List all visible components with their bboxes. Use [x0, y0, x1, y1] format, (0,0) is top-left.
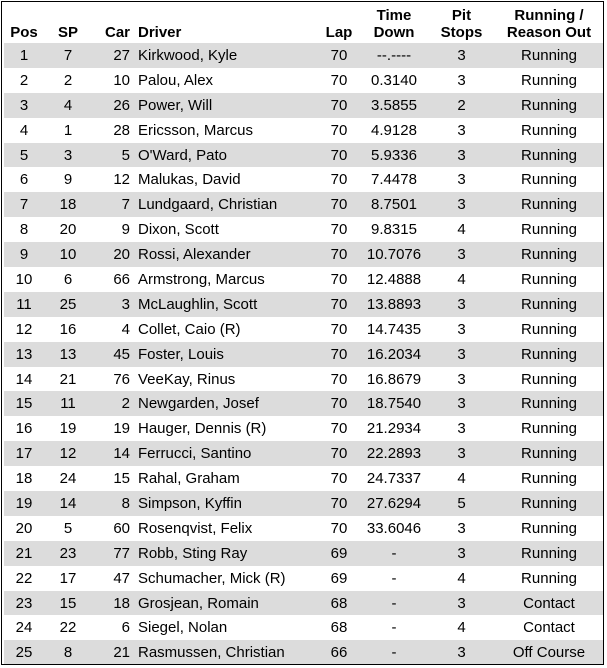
cell-pit-stops: 3 [429, 43, 494, 68]
cell-lap: 70 [319, 491, 359, 516]
cell-car: 7 [92, 192, 134, 217]
cell-time-down: --.---- [359, 43, 429, 68]
cell-pit-stops: 4 [457, 619, 466, 637]
cell-pit-stops: 3 [429, 391, 494, 416]
cell-driver: McLaughlin, Scott [134, 292, 319, 317]
cell-lap: 70 [330, 221, 348, 239]
cell-sp: 24 [59, 470, 77, 488]
cell-car: 15 [113, 470, 130, 488]
cell-pit-stops: 3 [429, 292, 494, 317]
cell-sp: 15 [44, 591, 92, 616]
table-row [4, 466, 604, 491]
cell-car: 12 [113, 171, 130, 189]
header-status: Running / Reason Out [506, 7, 592, 41]
table-row [4, 93, 604, 118]
cell-status: Running [521, 171, 577, 189]
cell-driver: Dixon, Scott [138, 221, 219, 239]
cell-pos: 5 [4, 143, 44, 168]
cell-lap: 69 [330, 569, 348, 587]
cell-car: 10 [113, 71, 130, 89]
cell-time-down: 7.4478 [371, 171, 417, 189]
cell-pos: 23 [4, 591, 44, 616]
header-car: Car [104, 24, 130, 41]
table-row [4, 317, 604, 342]
results-table-frame [1, 1, 604, 665]
cell-sp: 1 [63, 121, 73, 139]
cell-pos: 18 [15, 470, 33, 488]
cell-pit-stops: 3 [429, 441, 494, 466]
cell-pos: 3 [4, 93, 44, 118]
cell-lap: 70 [319, 192, 359, 217]
cell-time-down: 3.5855 [359, 93, 429, 118]
cell-car: 14 [92, 441, 134, 466]
cell-pos: 8 [19, 221, 29, 239]
cell-pit-stops: 3 [457, 320, 466, 338]
cell-sp: 8 [44, 640, 92, 665]
cell-driver: Rosenqvist, Felix [138, 519, 253, 537]
cell-sp: 12 [44, 441, 92, 466]
cell-pit-stops: 2 [429, 93, 494, 118]
table-row [4, 391, 604, 416]
header-driver: Driver [138, 24, 182, 41]
cell-pos: 10 [15, 270, 33, 288]
cell-lap: 70 [330, 171, 348, 189]
cell-sp: 22 [59, 619, 77, 637]
cell-pos: 2 [19, 71, 29, 89]
cell-pit-stops: 3 [429, 143, 494, 168]
cell-status: Running [494, 43, 604, 68]
cell-lap: 70 [330, 519, 348, 537]
table-row [4, 566, 604, 591]
cell-pit-stops: 5 [429, 491, 494, 516]
cell-car: 3 [92, 292, 134, 317]
cell-sp: 21 [59, 370, 77, 388]
cell-lap: 70 [319, 292, 359, 317]
table-body [4, 43, 604, 665]
cell-car: 77 [92, 541, 134, 566]
cell-sp: 16 [59, 320, 77, 338]
cell-pos: 9 [4, 242, 44, 267]
cell-time-down: 9.8315 [371, 221, 417, 239]
cell-pos: 14 [15, 370, 33, 388]
table-row [4, 242, 604, 267]
cell-lap: 70 [330, 470, 348, 488]
cell-driver: VeeKay, Rinus [138, 370, 236, 388]
cell-status: Running [494, 93, 604, 118]
cell-status: Running [494, 491, 604, 516]
cell-time-down: 24.7337 [366, 470, 422, 488]
cell-lap: 70 [319, 93, 359, 118]
cell-pit-stops: 3 [429, 242, 494, 267]
cell-status: Running [521, 221, 577, 239]
cell-driver: Simpson, Kyffin [134, 491, 319, 516]
cell-car: 4 [121, 320, 130, 338]
cell-car: 76 [113, 370, 130, 388]
cell-car: 47 [113, 569, 130, 587]
cell-time-down: 18.7540 [359, 391, 429, 416]
table-row [4, 143, 604, 168]
table-row [4, 491, 604, 516]
cell-time-down: 33.6046 [366, 519, 422, 537]
cell-sp: 13 [44, 342, 92, 367]
cell-pit-stops: 4 [457, 470, 466, 488]
cell-time-down: 5.9336 [359, 143, 429, 168]
cell-time-down: 22.2893 [359, 441, 429, 466]
cell-status: Running [494, 541, 604, 566]
cell-time-down: 27.6294 [359, 491, 429, 516]
cell-sp: 3 [44, 143, 92, 168]
cell-time-down: 4.9128 [371, 121, 417, 139]
table-row [4, 43, 604, 68]
cell-lap: 70 [319, 43, 359, 68]
cell-pit-stops: 3 [457, 370, 466, 388]
cell-car: 2 [92, 391, 134, 416]
cell-car: 45 [92, 342, 134, 367]
cell-pos: 13 [4, 342, 44, 367]
cell-lap: 70 [330, 121, 348, 139]
table-header [4, 3, 604, 43]
cell-pit-stops: 3 [457, 519, 466, 537]
cell-time-down: - [359, 541, 429, 566]
cell-car: 20 [92, 242, 134, 267]
cell-pos: 17 [4, 441, 44, 466]
cell-sp: 23 [44, 541, 92, 566]
cell-status: Running [494, 192, 604, 217]
table-row [4, 541, 604, 566]
cell-driver: Lundgaard, Christian [134, 192, 319, 217]
cell-driver: Collet, Caio (R) [138, 320, 241, 338]
cell-pit-stops: 3 [457, 420, 466, 438]
cell-status: Contact [523, 619, 575, 637]
cell-driver: O'Ward, Pato [134, 143, 319, 168]
cell-pit-stops: 3 [429, 192, 494, 217]
table-row [4, 217, 604, 242]
cell-pos: 12 [15, 320, 33, 338]
cell-car: 60 [113, 519, 130, 537]
cell-driver: Armstrong, Marcus [138, 270, 265, 288]
cell-car: 21 [92, 640, 134, 665]
cell-pos: 20 [15, 519, 33, 537]
cell-lap: 70 [319, 242, 359, 267]
cell-status: Running [521, 519, 577, 537]
cell-lap: 70 [330, 320, 348, 338]
cell-pos: 24 [15, 619, 33, 637]
cell-pit-stops: 3 [429, 640, 494, 665]
cell-time-down: - [359, 640, 429, 665]
cell-pos: 21 [4, 541, 44, 566]
cell-pit-stops: 3 [429, 591, 494, 616]
table-row [4, 167, 604, 192]
cell-car: 6 [121, 619, 130, 637]
cell-lap: 70 [330, 270, 348, 288]
cell-sp: 17 [59, 569, 77, 587]
cell-pos: 6 [19, 171, 29, 189]
cell-lap: 70 [319, 391, 359, 416]
cell-status: Running [494, 292, 604, 317]
cell-driver: Grosjean, Romain [134, 591, 319, 616]
cell-status: Running [521, 569, 577, 587]
cell-time-down: - [391, 619, 397, 637]
cell-driver: Power, Will [134, 93, 319, 118]
cell-car: 19 [113, 420, 130, 438]
cell-car: 8 [92, 491, 134, 516]
cell-sp: 20 [59, 221, 77, 239]
cell-sp: 4 [44, 93, 92, 118]
table-row [4, 615, 604, 640]
cell-lap: 70 [330, 370, 348, 388]
cell-status: Running [521, 270, 577, 288]
header-pit-stops: Pit Stops [440, 7, 483, 41]
cell-sp: 2 [63, 71, 73, 89]
cell-pos: 7 [4, 192, 44, 217]
cell-time-down: - [391, 569, 397, 587]
cell-pit-stops: 3 [457, 171, 466, 189]
cell-pos: 19 [4, 491, 44, 516]
cell-pos: 1 [4, 43, 44, 68]
cell-lap: 70 [319, 441, 359, 466]
cell-driver: Ferrucci, Santino [134, 441, 319, 466]
table-row [4, 192, 604, 217]
table-row [4, 68, 604, 93]
cell-sp: 7 [44, 43, 92, 68]
table-row [4, 118, 604, 143]
cell-status: Running [521, 71, 577, 89]
cell-lap: 69 [319, 541, 359, 566]
cell-status: Running [494, 391, 604, 416]
cell-car: 27 [92, 43, 134, 68]
cell-status: Running [494, 242, 604, 267]
cell-status: Running [494, 441, 604, 466]
cell-pos: 15 [4, 391, 44, 416]
cell-car: 9 [121, 221, 130, 239]
cell-driver: Foster, Louis [134, 342, 319, 367]
cell-pos: 4 [19, 121, 29, 139]
table-row [4, 441, 604, 466]
cell-driver: Palou, Alex [138, 71, 214, 89]
cell-time-down: 10.7076 [359, 242, 429, 267]
race-results-table [4, 3, 604, 665]
cell-time-down: 13.8893 [359, 292, 429, 317]
cell-driver: Schumacher, Mick (R) [138, 569, 286, 587]
cell-driver: Hauger, Dennis (R) [138, 420, 267, 438]
cell-car: 66 [113, 270, 130, 288]
cell-pit-stops: 3 [429, 342, 494, 367]
cell-car: 28 [113, 121, 130, 139]
table-row [4, 292, 604, 317]
cell-sp: 18 [44, 192, 92, 217]
table-row [4, 591, 604, 616]
cell-sp: 14 [44, 491, 92, 516]
cell-status: Running [521, 470, 577, 488]
cell-sp: 9 [63, 171, 73, 189]
header-row [4, 3, 604, 43]
cell-time-down: - [359, 591, 429, 616]
cell-time-down: 8.7501 [359, 192, 429, 217]
cell-pit-stops: 4 [457, 270, 466, 288]
table-row [4, 640, 604, 665]
cell-sp: 11 [44, 391, 92, 416]
cell-status: Running [521, 420, 577, 438]
cell-time-down: 21.2934 [366, 420, 422, 438]
cell-driver: Malukas, David [138, 171, 241, 189]
cell-status: Off Course [494, 640, 604, 665]
cell-sp: 19 [59, 420, 77, 438]
table-row [4, 342, 604, 367]
cell-pit-stops: 4 [457, 221, 466, 239]
cell-lap: 70 [319, 143, 359, 168]
cell-pos: 16 [15, 420, 33, 438]
table-row [4, 367, 604, 392]
cell-driver: Rahal, Graham [138, 470, 240, 488]
cell-status: Running [494, 342, 604, 367]
cell-pit-stops: 3 [457, 121, 466, 139]
header-pos: Pos [10, 24, 38, 41]
cell-driver: Kirkwood, Kyle [134, 43, 319, 68]
cell-pit-stops: 3 [429, 541, 494, 566]
cell-status: Running [521, 121, 577, 139]
cell-driver: Siegel, Nolan [138, 619, 228, 637]
cell-lap: 70 [330, 420, 348, 438]
cell-car: 5 [92, 143, 134, 168]
cell-status: Running [521, 320, 577, 338]
cell-pos: 11 [4, 292, 44, 317]
cell-status: Contact [494, 591, 604, 616]
cell-lap: 70 [330, 71, 348, 89]
header-sp: SP [57, 24, 78, 41]
cell-status: Running [494, 143, 604, 168]
header-time-down: Time Down [373, 7, 415, 41]
cell-pos: 22 [15, 569, 33, 587]
table-row [4, 516, 604, 541]
table-row [4, 416, 604, 441]
cell-time-down: 16.8679 [366, 370, 422, 388]
table-row [4, 267, 604, 292]
cell-pos: 25 [4, 640, 44, 665]
cell-lap: 68 [330, 619, 348, 637]
cell-driver: Rossi, Alexander [134, 242, 319, 267]
cell-status: Running [521, 370, 577, 388]
cell-time-down: 14.7435 [366, 320, 422, 338]
cell-time-down: 0.3140 [371, 71, 417, 89]
cell-time-down: 12.4888 [366, 270, 422, 288]
cell-pit-stops: 3 [457, 71, 466, 89]
cell-lap: 66 [319, 640, 359, 665]
cell-driver: Robb, Sting Ray [134, 541, 319, 566]
cell-sp: 5 [63, 519, 73, 537]
cell-time-down: 16.2034 [359, 342, 429, 367]
cell-sp: 25 [44, 292, 92, 317]
cell-driver: Newgarden, Josef [134, 391, 319, 416]
cell-pit-stops: 4 [457, 569, 466, 587]
cell-sp: 6 [63, 270, 73, 288]
cell-sp: 10 [44, 242, 92, 267]
header-lap: Lap [325, 24, 353, 41]
cell-car: 18 [92, 591, 134, 616]
cell-driver: Rasmussen, Christian [134, 640, 319, 665]
cell-driver: Ericsson, Marcus [138, 121, 254, 139]
cell-lap: 68 [319, 591, 359, 616]
cell-car: 26 [92, 93, 134, 118]
cell-lap: 70 [319, 342, 359, 367]
